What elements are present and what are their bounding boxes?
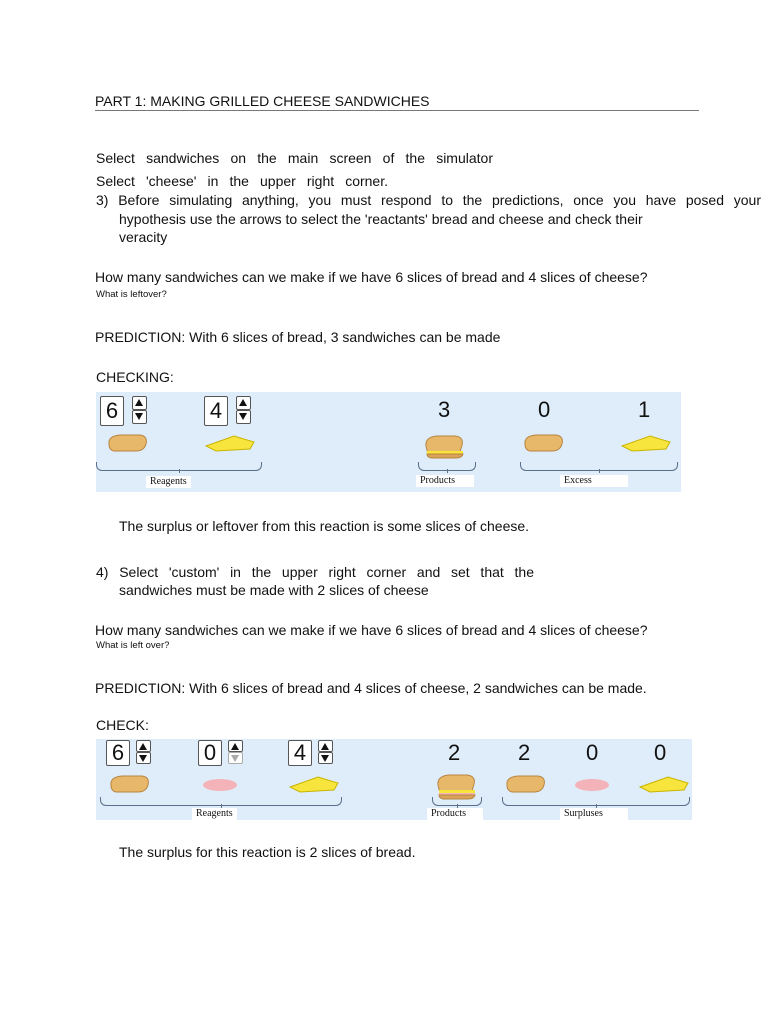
increment-arrow-icon[interactable] [136,740,151,752]
step-2-text: Select 'cheese' in the upper right corner. [96,173,388,189]
meat-slice-icon [572,777,612,793]
cheese-count-input[interactable]: 4 [288,740,312,766]
surplus-meat-count: 0 [586,740,599,765]
bread-slice-icon [504,773,546,795]
excess-bread-count: 0 [538,397,551,422]
bread-count-input[interactable]: 6 [100,396,124,426]
products-count: 3 [438,397,451,422]
decrement-arrow-icon[interactable] [136,752,151,764]
check-label: CHECK: [96,717,149,733]
products-brace [418,462,476,471]
surpluses-brace [502,797,690,806]
products-label: Products [416,475,474,487]
reagents-label: Reagents [192,808,237,820]
bread-slice-icon [106,432,148,454]
bread-slice-icon [108,773,150,795]
meat-count-input[interactable]: 0 [198,740,222,766]
simulator-panel-2 [96,739,692,820]
products-brace [432,797,482,806]
sandwich-icon [422,432,468,460]
meat-slice-icon [200,777,240,793]
cheese-spinner[interactable] [236,396,251,424]
products-count: 2 [448,740,461,765]
decrement-arrow-icon[interactable] [318,752,333,764]
decrement-arrow-icon[interactable] [228,752,243,764]
reagents-brace [96,462,262,471]
increment-arrow-icon[interactable] [318,740,333,752]
bread-spinner[interactable] [136,740,151,768]
cheese-slice-icon [638,775,690,795]
increment-arrow-icon[interactable] [228,740,243,752]
increment-arrow-icon[interactable] [132,396,147,410]
increment-arrow-icon[interactable] [236,396,251,410]
reagents-brace [100,797,342,806]
cheese-slice-icon [620,434,672,454]
step-3-text-line3: veracity [119,229,168,245]
cheese-count-input[interactable]: 4 [204,396,228,426]
prediction-2: PREDICTION: With 6 slices of bread and 4 slices of cheese, 2 sandwiches can be made. [95,680,647,696]
excess-cheese-count: 1 [638,397,651,422]
result-1: The surplus or leftover from this reaction is some slices of cheese. [119,518,530,534]
result-2: The surplus for this reaction is 2 slices of bread. [119,844,416,860]
decrement-arrow-icon[interactable] [132,410,147,424]
question-2-sub: What is left over? [96,640,170,651]
bread-slice-icon [522,432,564,454]
surplus-cheese-count: 0 [654,740,667,765]
bread-spinner[interactable] [132,396,147,424]
step-3-text-line1: 3) Before simulating anything, you must respond to the predictions, once you have posed your [96,192,761,208]
simulator-panel-1 [96,392,681,492]
title-underline [95,110,699,111]
excess-brace [520,462,678,471]
surpluses-label: Surpluses [560,808,628,820]
step-1-text: Select sandwiches on the main screen of the simulator [96,150,493,166]
question-1-sub: What is leftover? [96,289,167,300]
surplus-bread-count: 2 [518,740,531,765]
page-title: PART 1: MAKING GRILLED CHEESE SANDWICHES [95,93,430,109]
step-3-text-line2: hypothesis use the arrows to select the 'reactants' bread and cheese and check their [119,211,643,227]
step-4-text-line2: sandwiches must be made with 2 slices of cheese [119,582,429,598]
cheese-slice-icon [288,775,340,795]
step-4-text-line1: 4) Select 'custom' in the upper right corner and set that the [96,564,534,580]
products-label: Products [427,808,483,820]
question-2: How many sandwiches can we make if we have 6 slices of bread and 4 slices of cheese? [95,622,648,638]
question-1: How many sandwiches can we make if we have 6 slices of bread and 4 slices of cheese? [95,269,648,285]
meat-spinner[interactable] [228,740,243,768]
cheese-spinner[interactable] [318,740,333,768]
reagents-label: Reagents [146,476,191,488]
checking-label: CHECKING: [96,369,174,385]
excess-label: Excess [560,475,628,487]
prediction-1: PREDICTION: With 6 slices of bread, 3 sandwiches can be made [95,329,501,345]
bread-count-input[interactable]: 6 [106,740,130,766]
cheese-slice-icon [204,434,256,454]
decrement-arrow-icon[interactable] [236,410,251,424]
